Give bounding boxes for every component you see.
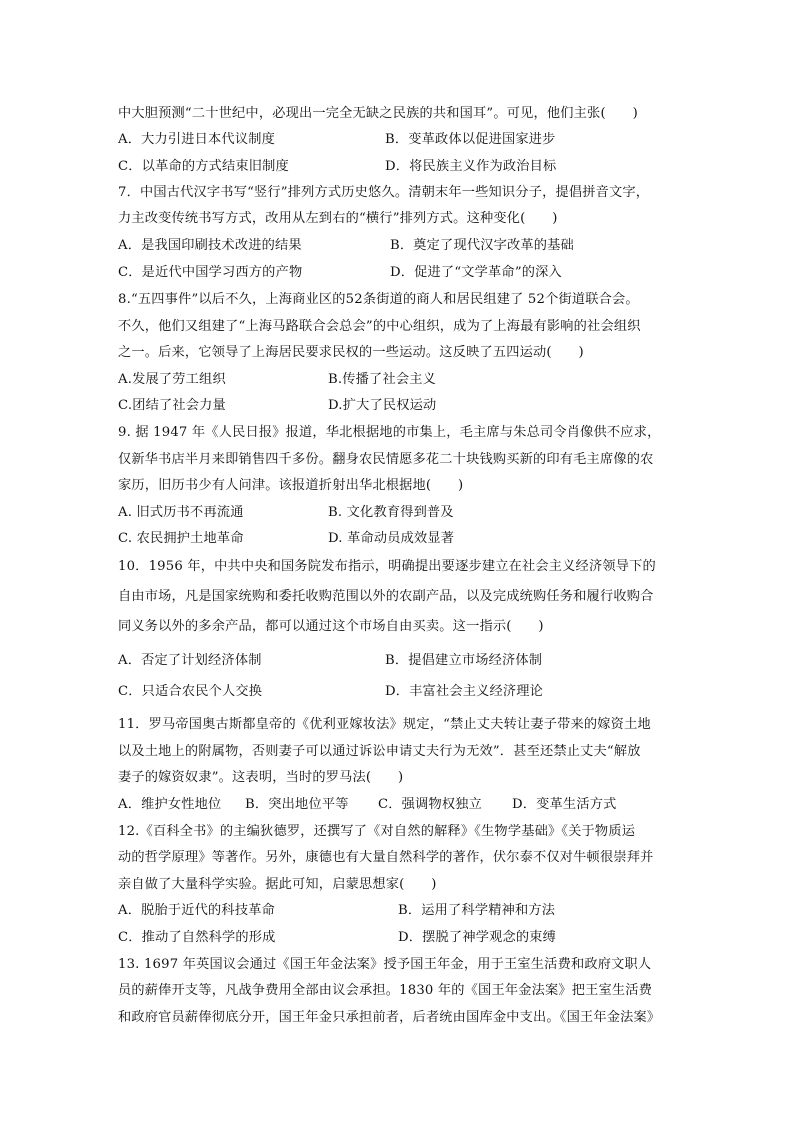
q9-stem-line2: 仅新华书店半月来即销售四千多份。翻身农民情愿多花二十块钱购买新的印有毛主席像的农 <box>118 452 654 467</box>
q8-option-a: A.发展了劳工组织 <box>118 372 226 387</box>
q10-stem-line3: 同义务以外的多余产品，都可以通过这个市场自由买卖。这一指示( ) <box>118 619 544 634</box>
q6-option-c: C．以革命的方式结束旧制度 <box>118 159 289 174</box>
q7-stem-line1: 7．中国古代汉字书写“竖行”排列方式历史悠久。清朝末年一些知识分子，提倡拼音文字， <box>118 185 650 200</box>
q12-option-d: D．摆脱了神学观念的束缚 <box>398 930 557 945</box>
q11-option-d: D．变革生活方式 <box>512 797 617 812</box>
q11-option-c: C．强调物权独立 <box>378 797 483 812</box>
q8-stem-line3: 之一。后来，它领导了上海居民要求民权的一些运动。这反映了五四运动( ) <box>118 345 584 360</box>
q13-stem-line1: 13. 1697 年英国议会通过《国王年金法案》授予国王年金，用于王室生活费和政府文职人 <box>118 957 652 972</box>
q11-stem-line2: 以及土地上的附属物，否则妻子可以通过诉讼申请丈夫行为无效”．甚至还禁止丈夫“解放 <box>118 744 641 759</box>
q12-option-c: C．推动了自然科学的形成 <box>118 930 276 945</box>
q13-stem-line2: 员的薪俸开支等，凡战争费用全部由议会承担。1830 年的《国王年金法案》把王室生活费 <box>118 983 653 998</box>
q11-option-b: B．突出地位平等 <box>245 797 349 812</box>
q9-stem-line1: 9. 据 1947 年《人民日报》报道，华北根据地的市集上，毛主席与朱总司令肖像供不应求， <box>118 425 661 440</box>
q12-option-b: B．运用了科学精神和方法 <box>398 903 556 918</box>
q10-option-a: A．否定了计划经济体制 <box>118 653 262 668</box>
q10-stem-line2: 自由市场，凡是国家统购和委托收购范围以外的农副产品，以及完成统购任务和履行收购合 <box>118 589 654 604</box>
q8-option-d: D.扩大了民权运动 <box>328 398 437 413</box>
q7-option-b: B．奠定了现代汉字改革的基础 <box>390 238 574 253</box>
q7-option-c: C．是近代中国学习西方的产物 <box>118 265 303 280</box>
q7-option-d: D．促进了“文学革命”的深入 <box>390 265 562 280</box>
q8-option-b: B.传播了社会主义 <box>328 372 436 387</box>
q12-option-a: A．脱胎于近代的科技革命 <box>118 903 275 918</box>
q12-stem-line2: 动的哲学原理》等著作。另外，康德也有大量自然科学的著作，伏尔泰不仅对牛顿很崇拜并 <box>118 850 654 865</box>
q11-stem-line3: 妻子的嫁资奴隶”。这表明，当时的罗马法( ) <box>118 770 404 785</box>
q6-option-b: B．变革政体以促进国家进步 <box>385 132 556 147</box>
q6-option-a: A．大力引进日本代议制度 <box>118 132 275 147</box>
q8-stem-line1: 8.“五四事件”以后不久，上海商业区的52条街道的商人和居民组建了 52个街道联合会。 <box>118 292 639 307</box>
q9-option-b: B. 文化教育得到普及 <box>328 505 454 520</box>
q10-option-b: B．提倡建立市场经济体制 <box>385 653 543 668</box>
q9-option-c: C. 农民拥护土地革命 <box>118 531 244 546</box>
q7-stem-line2: 力主改变传统书写方式，改用从左到右的“横行”排列方式。这种变化( ) <box>118 211 558 226</box>
q9-stem-line3: 家历，旧历书少有人问津。该报道折射出华北根据地( ) <box>118 478 464 493</box>
q11-stem-line1: 11．罗马帝国奥古斯都皇帝的《优利亚嫁妆法》规定，“禁止丈夫转让妻子带来的嫁资土地 <box>118 717 651 732</box>
q10-option-c: C．只适合农民个人交换 <box>118 684 263 699</box>
q12-stem-line1: 12.《百科全书》的主编狄德罗，还撰写了《对自然的解释》《生物学基础》《关于物质运 <box>118 824 636 839</box>
q13-stem-line3: 和政府官员薪俸彻底分开，国王年金只承担前者，后者统由国库金中支出。《国王年金法案》 <box>118 1010 661 1025</box>
q12-stem-line3: 亲自做了大量科学实验。据此可知，启蒙思想家( ) <box>118 877 437 892</box>
q6-stem: 中大胆预测“二十世纪中，必现出一完全无缺之民族的共和国耳”。可见，他们主张( ) <box>118 106 638 121</box>
q7-option-a: A．是我国印刷技术改进的结果 <box>118 238 302 253</box>
q9-option-d: D. 革命动员成效显著 <box>328 531 455 546</box>
q11-option-a: A．维护女性地位 <box>118 797 222 812</box>
q9-option-a: A. 旧式历书不再流通 <box>118 505 244 520</box>
q10-option-d: D．丰富社会主义经济理论 <box>385 684 544 699</box>
q6-option-d: D．将民族主义作为政治目标 <box>385 159 557 174</box>
q8-option-c: C.团结了社会力量 <box>118 398 226 413</box>
q10-stem-line1: 10．1956 年，中共中央和国务院发布指示，明确提出要逐步建立在社会主义经济领导下的 <box>118 559 656 574</box>
q8-stem-line2: 不久，他们又组建了“上海马路联合会总会”的中心组织，成为了上海最有影响的社会组织 <box>118 319 641 334</box>
